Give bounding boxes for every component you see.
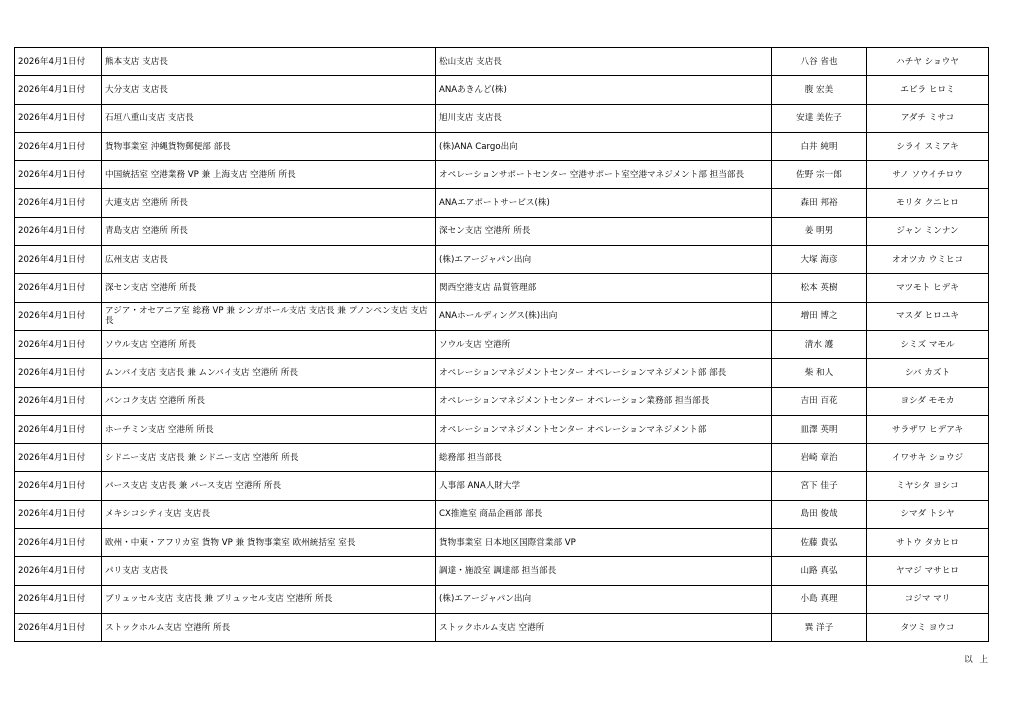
table-row xyxy=(15,472,989,500)
effective-date-cell: 2026年4月1日付 xyxy=(15,104,102,132)
person-name-cell: 安達 美佐子 xyxy=(772,104,867,132)
person-name-cell: 宮下 佳子 xyxy=(772,472,867,500)
table-row xyxy=(15,359,989,387)
name-reading-cell: コジマ マリ xyxy=(867,585,989,613)
closing-mark: 以 上 xyxy=(964,655,990,665)
name-reading-cell: ヨシダ モモカ xyxy=(867,387,989,415)
new-position-cell: 貨物事業室 沖縄貨物郵便部 部長 xyxy=(102,132,436,160)
effective-date-cell: 2026年4月1日付 xyxy=(15,217,102,245)
new-position-cell: 大連支店 空港所 所長 xyxy=(102,189,436,217)
name-reading-cell: エビラ ヒロミ xyxy=(867,76,989,104)
effective-date-cell: 2026年4月1日付 xyxy=(15,48,102,76)
effective-date-cell: 2026年4月1日付 xyxy=(15,189,102,217)
table-row xyxy=(15,48,989,76)
effective-date-cell: 2026年4月1日付 xyxy=(15,330,102,358)
previous-position-cell: CX推進室 商品企画部 部長 xyxy=(436,500,772,528)
table-row xyxy=(15,132,989,160)
name-reading-cell: シバ カズト xyxy=(867,359,989,387)
table-row xyxy=(15,76,989,104)
new-position-cell: 深セン支店 空港所 所長 xyxy=(102,274,436,302)
previous-position-cell: オペレーションサポートセンター 空港サポート室空港マネジメント部 担当部長 xyxy=(436,161,772,189)
new-position-cell: バンコク支店 空港所 所長 xyxy=(102,387,436,415)
name-reading-cell: シライ スミアキ xyxy=(867,132,989,160)
new-position-cell: 広州支店 支店長 xyxy=(102,246,436,274)
previous-position-cell: 旭川支店 支店長 xyxy=(436,104,772,132)
new-position-cell: 青島支店 空港所 所長 xyxy=(102,217,436,245)
name-reading-cell: ハチヤ ショウヤ xyxy=(867,48,989,76)
effective-date-cell: 2026年4月1日付 xyxy=(15,415,102,443)
effective-date-cell: 2026年4月1日付 xyxy=(15,557,102,585)
table-row xyxy=(15,444,989,472)
person-name-cell: 吉田 百花 xyxy=(772,387,867,415)
new-position-cell: 大分支店 支店長 xyxy=(102,76,436,104)
new-position-cell: ソウル支店 空港所 所長 xyxy=(102,330,436,358)
effective-date-cell: 2026年4月1日付 xyxy=(15,274,102,302)
previous-position-cell: 総務部 担当部長 xyxy=(436,444,772,472)
table-row xyxy=(15,613,989,641)
previous-position-cell: 貨物事業室 日本地区国際営業部 VP xyxy=(436,529,772,557)
new-position-cell: ブリュッセル支店 支店長 兼 ブリュッセル支店 空港所 所長 xyxy=(102,585,436,613)
table-row xyxy=(15,330,989,358)
person-name-cell: 姜 明男 xyxy=(772,217,867,245)
personnel-table-body xyxy=(15,48,989,642)
name-reading-cell: サラザワ ヒデアキ xyxy=(867,415,989,443)
new-position-cell: 欧州・中東・アフリカ室 貨物 VP 兼 貨物事業室 欧州統括室 室長 xyxy=(102,529,436,557)
name-reading-cell: マスダ ヒロユキ xyxy=(867,302,989,330)
name-reading-cell: シマダ トシヤ xyxy=(867,500,989,528)
table-row xyxy=(15,104,989,132)
effective-date-cell: 2026年4月1日付 xyxy=(15,302,102,330)
name-reading-cell: アダチ ミサコ xyxy=(867,104,989,132)
name-reading-cell: サノ ソウイチロウ xyxy=(867,161,989,189)
table-row xyxy=(15,217,989,245)
person-name-cell: 白井 純明 xyxy=(772,132,867,160)
previous-position-cell: ソウル支店 空港所 xyxy=(436,330,772,358)
effective-date-cell: 2026年4月1日付 xyxy=(15,387,102,415)
previous-position-cell: ストックホルム支店 空港所 xyxy=(436,613,772,641)
person-name-cell: 佐野 宗一郎 xyxy=(772,161,867,189)
person-name-cell: 小島 真理 xyxy=(772,585,867,613)
effective-date-cell: 2026年4月1日付 xyxy=(15,585,102,613)
person-name-cell: 巽 洋子 xyxy=(772,613,867,641)
person-name-cell: 柴 和人 xyxy=(772,359,867,387)
previous-position-cell: ANAエアポートサービス(株) xyxy=(436,189,772,217)
previous-position-cell: オペレーションマネジメントセンター オペレーションマネジメント部 部長 xyxy=(436,359,772,387)
new-position-cell: パース支店 支店長 兼 パース支店 空港所 所長 xyxy=(102,472,436,500)
person-name-cell: 八谷 省也 xyxy=(772,48,867,76)
person-name-cell: 山路 真弘 xyxy=(772,557,867,585)
person-name-cell: 松本 英樹 xyxy=(772,274,867,302)
name-reading-cell: シミズ マモル xyxy=(867,330,989,358)
new-position-cell: 熊本支店 支店長 xyxy=(102,48,436,76)
effective-date-cell: 2026年4月1日付 xyxy=(15,500,102,528)
person-name-cell: 大塚 海彦 xyxy=(772,246,867,274)
previous-position-cell: (株)ANA Cargo出向 xyxy=(436,132,772,160)
table-row xyxy=(15,415,989,443)
person-name-cell: 島田 俊哉 xyxy=(772,500,867,528)
person-name-cell: 森田 邦裕 xyxy=(772,189,867,217)
name-reading-cell: モリタ クニヒロ xyxy=(867,189,989,217)
personnel-table xyxy=(14,47,989,642)
name-reading-cell: ミヤシタ ヨシコ xyxy=(867,472,989,500)
table-row xyxy=(15,189,989,217)
new-position-cell: シドニー支店 支店長 兼 シドニー支店 空港所 所長 xyxy=(102,444,436,472)
person-name-cell: 清水 護 xyxy=(772,330,867,358)
table-row xyxy=(15,529,989,557)
table-row xyxy=(15,246,989,274)
effective-date-cell: 2026年4月1日付 xyxy=(15,359,102,387)
name-reading-cell: イワサキ ショウジ xyxy=(867,444,989,472)
new-position-cell: メキシコシティ支店 支店長 xyxy=(102,500,436,528)
previous-position-cell: オペレーションマネジメントセンター オペレーションマネジメント部 xyxy=(436,415,772,443)
new-position-cell: ストックホルム支店 空港所 所長 xyxy=(102,613,436,641)
previous-position-cell: オペレーションマネジメントセンター オペレーション業務部 担当部長 xyxy=(436,387,772,415)
effective-date-cell: 2026年4月1日付 xyxy=(15,161,102,189)
person-name-cell: 増田 博之 xyxy=(772,302,867,330)
effective-date-cell: 2026年4月1日付 xyxy=(15,472,102,500)
table-row xyxy=(15,161,989,189)
person-name-cell: 佐藤 貴弘 xyxy=(772,529,867,557)
previous-position-cell: 人事部 ANA人財大学 xyxy=(436,472,772,500)
previous-position-cell: 深セン支店 空港所 所長 xyxy=(436,217,772,245)
previous-position-cell: (株)エアージャパン出向 xyxy=(436,246,772,274)
name-reading-cell: タツミ ヨウコ xyxy=(867,613,989,641)
previous-position-cell: ANAあきんど(株) xyxy=(436,76,772,104)
effective-date-cell: 2026年4月1日付 xyxy=(15,76,102,104)
new-position-cell: アジア・オセアニア室 総務 VP 兼 シンガポール支店 支店長 兼 プノンペン支店 支店長 xyxy=(102,302,436,330)
person-name-cell: 岩崎 章治 xyxy=(772,444,867,472)
new-position-cell: パリ支店 支店長 xyxy=(102,557,436,585)
table-row xyxy=(15,500,989,528)
previous-position-cell: (株)エアージャパン出向 xyxy=(436,585,772,613)
table-row xyxy=(15,585,989,613)
new-position-cell: ムンバイ支店 支店長 兼 ムンバイ支店 空港所 所長 xyxy=(102,359,436,387)
effective-date-cell: 2026年4月1日付 xyxy=(15,132,102,160)
effective-date-cell: 2026年4月1日付 xyxy=(15,529,102,557)
table-row xyxy=(15,274,989,302)
name-reading-cell: ヤマジ マサヒロ xyxy=(867,557,989,585)
effective-date-cell: 2026年4月1日付 xyxy=(15,613,102,641)
previous-position-cell: 調達・施設室 調達部 担当部長 xyxy=(436,557,772,585)
table-row xyxy=(15,387,989,415)
effective-date-cell: 2026年4月1日付 xyxy=(15,246,102,274)
name-reading-cell: オオツカ ウミヒコ xyxy=(867,246,989,274)
table-row xyxy=(15,302,989,330)
previous-position-cell: ANAホールディングス(株)出向 xyxy=(436,302,772,330)
previous-position-cell: 関西空港支店 品質管理部 xyxy=(436,274,772,302)
new-position-cell: 中国統括室 空港業務 VP 兼 上海支店 空港所 所長 xyxy=(102,161,436,189)
name-reading-cell: ジャン ミンナン xyxy=(867,217,989,245)
new-position-cell: ホーチミン支店 空港所 所長 xyxy=(102,415,436,443)
name-reading-cell: マツモト ヒデキ xyxy=(867,274,989,302)
table-row xyxy=(15,557,989,585)
name-reading-cell: サトウ タカヒロ xyxy=(867,529,989,557)
person-name-cell: 皿澤 英明 xyxy=(772,415,867,443)
new-position-cell: 石垣八重山支店 支店長 xyxy=(102,104,436,132)
personnel-table-container xyxy=(14,47,988,642)
previous-position-cell: 松山支店 支店長 xyxy=(436,48,772,76)
effective-date-cell: 2026年4月1日付 xyxy=(15,444,102,472)
person-name-cell: 腹 宏美 xyxy=(772,76,867,104)
